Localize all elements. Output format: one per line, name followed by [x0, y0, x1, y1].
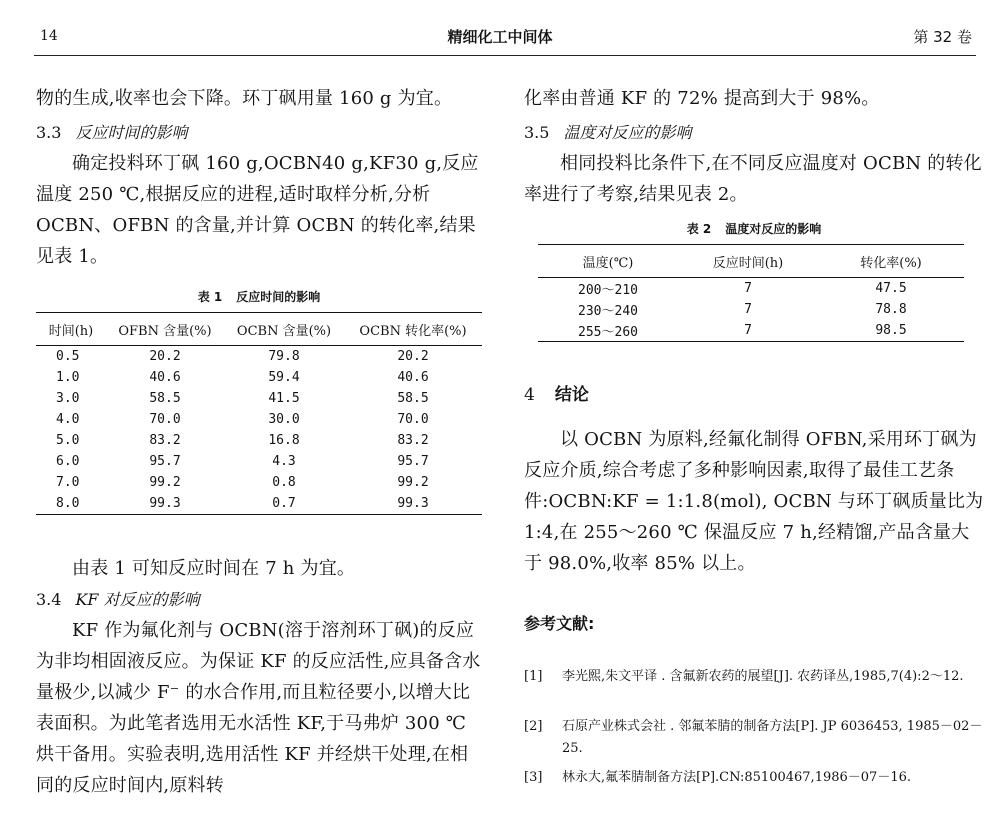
table-row	[36, 409, 482, 430]
column-header: OCBN 含量(%)	[224, 313, 344, 346]
table-2	[538, 244, 964, 342]
reference-number: [2]	[524, 719, 543, 734]
table-cell: 255～260	[538, 320, 678, 342]
table-cell: 58.5	[149, 391, 181, 406]
references-heading: 参考文献:	[524, 614, 595, 633]
column-header: 转化率(%)	[818, 245, 964, 278]
table-cell: 59.4	[268, 370, 300, 385]
paragraph: 相同投料比条件下,在不同反应温度对 OCBN 的转化率进行了考察,结果见表 2。	[524, 153, 982, 205]
table-cell: 7	[744, 281, 752, 296]
table-cell: 7.0	[56, 475, 80, 490]
table-row	[538, 278, 964, 300]
section-heading-3-4: 3.4 KF 对反应的影响	[36, 590, 200, 609]
table-cell: 47.5	[875, 281, 907, 296]
table-cell: 1.0	[56, 370, 80, 385]
table-cell: 58.5	[397, 391, 429, 406]
table-cell: 20.2	[397, 349, 429, 364]
table-cell: 83.2	[397, 433, 429, 448]
table-cell: 40.6	[149, 370, 181, 385]
table-cell: 4.0	[56, 412, 80, 427]
table-row	[538, 320, 964, 342]
table-cell: 99.2	[397, 475, 429, 490]
paragraph: 确定投料环丁砜 160 g,OCBN40 g,KF30 g,反应温度 250 ℃,根据反应的进程,适时取样分析,分析 OCBN、OFBN 的含量,并计算 OCBN 的转化率,结果见表 1。	[36, 153, 479, 267]
table-1	[36, 312, 482, 515]
section-heading-3-5: 3.5 温度对反应的影响	[524, 123, 692, 142]
table-cell: 7	[744, 302, 752, 317]
table-cell: 95.7	[397, 454, 429, 469]
table-cell: 41.5	[268, 391, 300, 406]
column-header: 时间(h)	[36, 313, 106, 346]
table-row	[538, 299, 964, 320]
column-header: 反应时间(h)	[678, 245, 818, 278]
table-cell: 79.8	[268, 349, 300, 364]
table-header-row	[538, 245, 964, 278]
table-cell: 78.8	[875, 302, 907, 317]
volume-label: 第 32 卷	[913, 28, 972, 46]
table-cell: 230～240	[578, 304, 638, 319]
table-cell: 0.7	[224, 493, 344, 515]
table-cell: 16.8	[268, 433, 300, 448]
section-heading-3-3: 3.3 反应时间的影响	[36, 123, 188, 142]
reference-text: 李光熙,朱文平译 . 含氟新农药的展望[J]. 农药译丛,1985,7(4):2～12.	[562, 669, 964, 684]
table-cell: 83.2	[149, 433, 181, 448]
journal-title: 精细化工中间体	[447, 28, 553, 46]
table-cell: 5.0	[56, 433, 80, 448]
table-cell: 4.3	[272, 454, 296, 469]
table-cell: 40.6	[397, 370, 429, 385]
table-row	[36, 388, 482, 409]
running-header	[0, 0, 1000, 58]
paragraph: KF 作为氟化剂与 OCBN(溶于溶剂环丁砜)的反应为非均相固液反应。为保证 KF 的反应活性,应具备含水量极少,以减少 F⁻ 的水合作用,而且粒径要小,以增大比表面积。为此笔者选用无水活性 KF,于马弗炉 300 ℃ 烘干备用。实验表明,选用活性 KF 并经烘干处理,在相同的反应时间内,原料转	[36, 620, 481, 796]
column-header: OCBN 转化率(%)	[344, 313, 482, 346]
table-cell: 0.5	[56, 349, 80, 364]
table-cell: 30.0	[268, 412, 300, 427]
table-cell: 8.0	[36, 493, 106, 515]
table-cell: 20.2	[149, 349, 181, 364]
table-header-row	[36, 313, 482, 346]
table-cell: 99.3	[106, 493, 224, 515]
table-cell: 7	[678, 320, 818, 342]
table-cell: 3.0	[56, 391, 80, 406]
paragraph: 由表 1 可知反应时间在 7 h 为宜。	[72, 558, 356, 579]
table-row	[36, 367, 482, 388]
reference-text: 林永大,氟苯腈制备方法[P].CN:85100467,1986－07－16.	[562, 770, 911, 785]
column-header: OFBN 含量(%)	[106, 313, 224, 346]
column-header: 温度(℃)	[538, 245, 678, 278]
reference-item	[524, 716, 984, 760]
paragraph: 物的生成,收率也会下降。环丁砜用量 160 g 为宜。	[36, 88, 453, 109]
reference-number: [1]	[524, 669, 543, 684]
section-heading-4: 4 结论	[524, 385, 589, 405]
table-1-caption: 表 1 反应时间的影响	[197, 290, 321, 304]
table-cell: 70.0	[149, 412, 181, 427]
reference-text: 石原产业株式会社 . 邻氟苯腈的制备方法[P]. JP 6036453, 1985－02－25.	[562, 719, 983, 756]
table-cell: 6.0	[56, 454, 80, 469]
table-cell: 0.8	[272, 475, 296, 490]
paragraph: 化率由普通 KF 的 72% 提高到大于 98%。	[524, 88, 880, 109]
table-row	[36, 493, 482, 515]
table-cell: 98.5	[818, 320, 964, 342]
table-cell: 200～210	[578, 283, 638, 298]
page-number: 14	[40, 28, 58, 44]
table-row	[36, 346, 482, 368]
table-cell: 95.7	[149, 454, 181, 469]
header-rule	[34, 55, 976, 56]
table-row	[36, 451, 482, 472]
table-cell: 99.2	[149, 475, 181, 490]
table-cell: 70.0	[397, 412, 429, 427]
reference-item	[524, 767, 984, 789]
table-cell: 99.3	[344, 493, 482, 515]
table-row	[36, 430, 482, 451]
paragraph: 以 OCBN 为原料,经氟化制得 OFBN,采用环丁砜为反应介质,综合考虑了多种影响因素,取得了最佳工艺条件:OCBN:KF = 1:1.8(mol), OCBN 与环丁砜质量比为 1:4,在 255～260 ℃ 保温反应 7 h,经精馏,产品含量大于 98.0%,收率 85% 以上。	[524, 429, 984, 574]
reference-number: [3]	[524, 770, 543, 785]
table-2-caption: 表 2 温度对反应的影响	[686, 222, 822, 236]
reference-item	[524, 666, 984, 688]
table-row	[36, 472, 482, 493]
